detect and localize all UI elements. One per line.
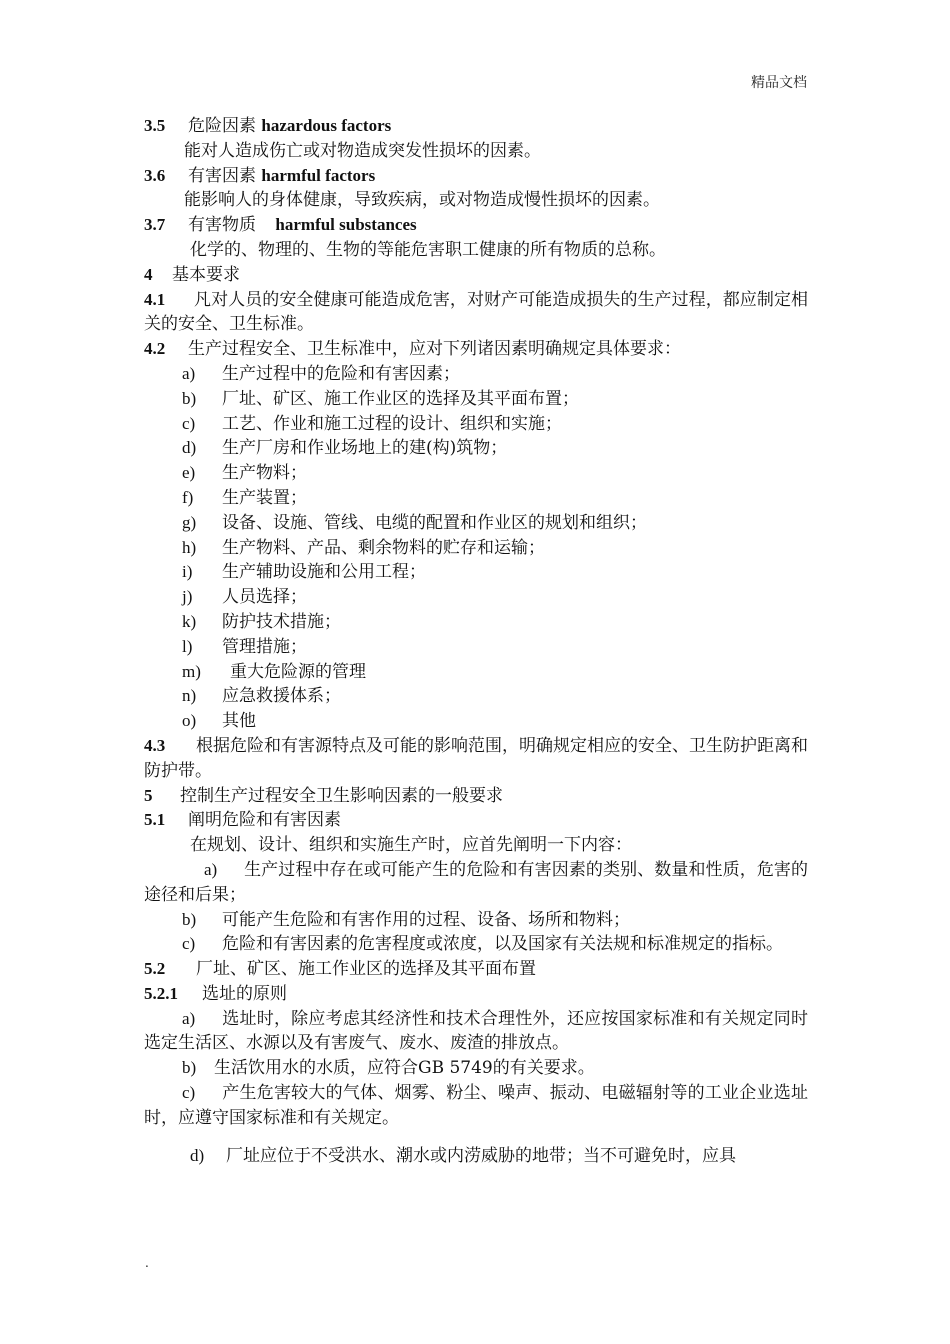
item-text: 生产装置； bbox=[222, 487, 307, 508]
list-item bbox=[144, 412, 808, 437]
clause-title: 选址的原则 bbox=[202, 983, 287, 1004]
clause-4-1 bbox=[144, 288, 808, 338]
list-item bbox=[144, 610, 808, 635]
item-label: a) bbox=[204, 859, 218, 879]
item-label: l) bbox=[182, 636, 193, 656]
list-item bbox=[144, 1007, 808, 1057]
clause-number: 5.2.1 bbox=[144, 983, 178, 1003]
clause-5-2-heading bbox=[144, 957, 808, 982]
list-item bbox=[144, 684, 808, 709]
item-label: i) bbox=[182, 562, 193, 582]
section-number: 5 bbox=[144, 785, 153, 805]
item-text: 生产厂房和作业场地上的建(构)筑物； bbox=[222, 438, 508, 459]
item-label: c) bbox=[182, 934, 196, 954]
clause-text: 凡对人员的安全健康可能造成危害，对财产可能造成损失的生产过程，都应制定相关的安全、卫生标准。 bbox=[144, 289, 808, 335]
clause-title: 阐明危险和有害因素 bbox=[188, 810, 341, 831]
item-text: 设备、设施、管线、电缆的配置和作业区的规划和组织； bbox=[222, 512, 647, 533]
item-text: 生产物料； bbox=[222, 463, 307, 484]
list-item bbox=[144, 660, 808, 685]
item-text: 重大危险源的管理 bbox=[230, 661, 366, 682]
clause-title-en: harmful substances bbox=[275, 215, 417, 235]
document-body bbox=[144, 114, 808, 1168]
item-label: b) bbox=[182, 388, 197, 408]
item-label: d) bbox=[182, 438, 197, 458]
item-label: e) bbox=[182, 463, 196, 483]
clause-number: 4.2 bbox=[144, 339, 166, 359]
list-item bbox=[144, 560, 808, 585]
item-text: 厂址应位于不受洪水、潮水或内涝威胁的地带；当不可避免时，应具 bbox=[226, 1145, 736, 1166]
clause-number: 5.2 bbox=[144, 959, 166, 979]
item-text: 管理措施； bbox=[222, 636, 307, 657]
item-label: g) bbox=[182, 512, 197, 532]
clause-3-7-heading bbox=[144, 213, 808, 238]
item-text: 防护技术措施； bbox=[222, 611, 341, 632]
clause-3-6-heading bbox=[144, 164, 808, 189]
item-text: 选址时，除应考虑其经济性和技术合理性外，还应按国家标准和有关规定同时选定生活区、水源以及有害废气、废水、废渣的排放点。 bbox=[144, 1008, 808, 1054]
clause-5-1-intro: 在规划、设计、组织和实施生产时，应首先阐明一下内容： bbox=[190, 835, 632, 856]
clause-number: 4.3 bbox=[144, 735, 166, 755]
item-label: h) bbox=[182, 537, 197, 557]
clause-3-6-definition: 能影响人的身体健康，导致疾病，或对物造成慢性损坏的因素。 bbox=[184, 190, 660, 211]
item-text: 生活饮用水的水质，应符合GB 5749的有关要求。 bbox=[214, 1058, 595, 1079]
clause-title-zh: 危险因素 bbox=[188, 116, 256, 136]
clause-text: 根据危险和有害源特点及可能的影响范围，明确规定相应的安全、卫生防护距离和防护带。 bbox=[144, 735, 808, 781]
item-text: 生产过程中的危险和有害因素； bbox=[222, 363, 460, 384]
item-text: 工艺、作业和施工过程的设计、组织和实施； bbox=[222, 413, 562, 434]
list-item bbox=[144, 486, 808, 511]
list-item bbox=[144, 511, 808, 536]
item-text: 可能产生危险和有害作用的过程、设备、场所和物料； bbox=[222, 909, 630, 930]
item-label: m) bbox=[182, 661, 201, 681]
item-text: 生产辅助设施和公用工程； bbox=[222, 562, 426, 583]
list-item bbox=[144, 1081, 808, 1131]
item-text: 产生危害较大的气体、烟雾、粉尘、噪声、振动、电磁辐射等的工业企业选址时，应遵守国家标准和有关规定。 bbox=[144, 1083, 808, 1128]
section-5-heading bbox=[144, 784, 808, 809]
clause-5-2-1-heading bbox=[144, 982, 808, 1007]
item-label: c) bbox=[182, 1083, 196, 1103]
clause-3-5-heading bbox=[144, 114, 808, 139]
clause-number: 3.5 bbox=[144, 116, 166, 135]
clause-text: 生产过程安全、卫生标准中，应对下列诸因素明确规定具体要求： bbox=[188, 339, 681, 360]
clause-4-3 bbox=[144, 734, 808, 784]
item-label: j) bbox=[182, 587, 193, 607]
section-4-heading bbox=[144, 263, 808, 288]
list-item bbox=[144, 362, 808, 387]
list-item bbox=[144, 536, 808, 561]
item-text: 危险和有害因素的危害程度或浓度，以及国家有关法规和标准规定的指标。 bbox=[222, 934, 783, 955]
clause-3-5-definition: 能对人造成伤亡或对物造成突发性损坏的因素。 bbox=[184, 140, 541, 161]
clause-number: 3.7 bbox=[144, 215, 166, 235]
list-item bbox=[144, 585, 808, 610]
item-label: a) bbox=[182, 1008, 196, 1028]
section-number: 4 bbox=[144, 264, 153, 284]
list-item bbox=[144, 635, 808, 660]
item-text: 应急救援体系； bbox=[222, 686, 341, 707]
list-item bbox=[144, 858, 808, 908]
list-item bbox=[144, 461, 808, 486]
page-header: 精品文档 bbox=[751, 75, 807, 91]
clause-title: 厂址、矿区、施工作业区的选择及其平面布置 bbox=[196, 959, 536, 980]
clause-5-1-heading bbox=[144, 808, 808, 833]
clause-4-2 bbox=[144, 337, 808, 362]
item-text: 生产物料、产品、剩余物料的贮存和运输； bbox=[222, 537, 545, 558]
clause-number: 3.6 bbox=[144, 165, 166, 185]
footer-mark: . bbox=[145, 1256, 149, 1270]
list-item bbox=[144, 709, 808, 734]
list-item bbox=[144, 387, 808, 412]
clause-title-zh: 有害物质 bbox=[188, 215, 256, 236]
item-label: a) bbox=[182, 363, 196, 383]
section-title: 控制生产过程安全卫生影响因素的一般要求 bbox=[180, 785, 503, 806]
clause-title-en: harmful factors bbox=[261, 165, 376, 185]
list-4-2 bbox=[144, 362, 808, 734]
clause-title-en: hazardous factors bbox=[261, 116, 392, 135]
item-label: c) bbox=[182, 413, 196, 433]
clause-number: 4.1 bbox=[144, 289, 166, 309]
item-text: 厂址、矿区、施工作业区的选择及其平面布置； bbox=[222, 388, 579, 409]
item-text: 生产过程中存在或可能产生的危险和有害因素的类别、数量和性质，危害的途径和后果； bbox=[144, 859, 808, 905]
item-label: b) bbox=[182, 909, 197, 929]
item-label: d) bbox=[190, 1145, 205, 1165]
list-5-1 bbox=[144, 858, 808, 957]
list-item bbox=[144, 436, 808, 461]
item-text: 人员选择； bbox=[222, 587, 307, 608]
item-label: f) bbox=[182, 487, 194, 507]
item-text: 其他 bbox=[222, 711, 256, 732]
list-item bbox=[144, 932, 808, 957]
list-item bbox=[144, 908, 808, 933]
item-label: k) bbox=[182, 611, 197, 631]
clause-3-7-definition: 化学的、物理的、生物的等能危害职工健康的所有物质的总称。 bbox=[190, 239, 666, 260]
list-5-2-1 bbox=[144, 1007, 808, 1169]
list-item bbox=[144, 1144, 808, 1169]
clause-title-zh: 有害因素 bbox=[188, 165, 256, 186]
item-label: o) bbox=[182, 711, 197, 731]
section-title: 基本要求 bbox=[172, 264, 240, 285]
clause-number: 5.1 bbox=[144, 810, 166, 830]
item-label: n) bbox=[182, 686, 197, 706]
list-item bbox=[144, 1056, 808, 1081]
item-label: b) bbox=[182, 1058, 197, 1078]
